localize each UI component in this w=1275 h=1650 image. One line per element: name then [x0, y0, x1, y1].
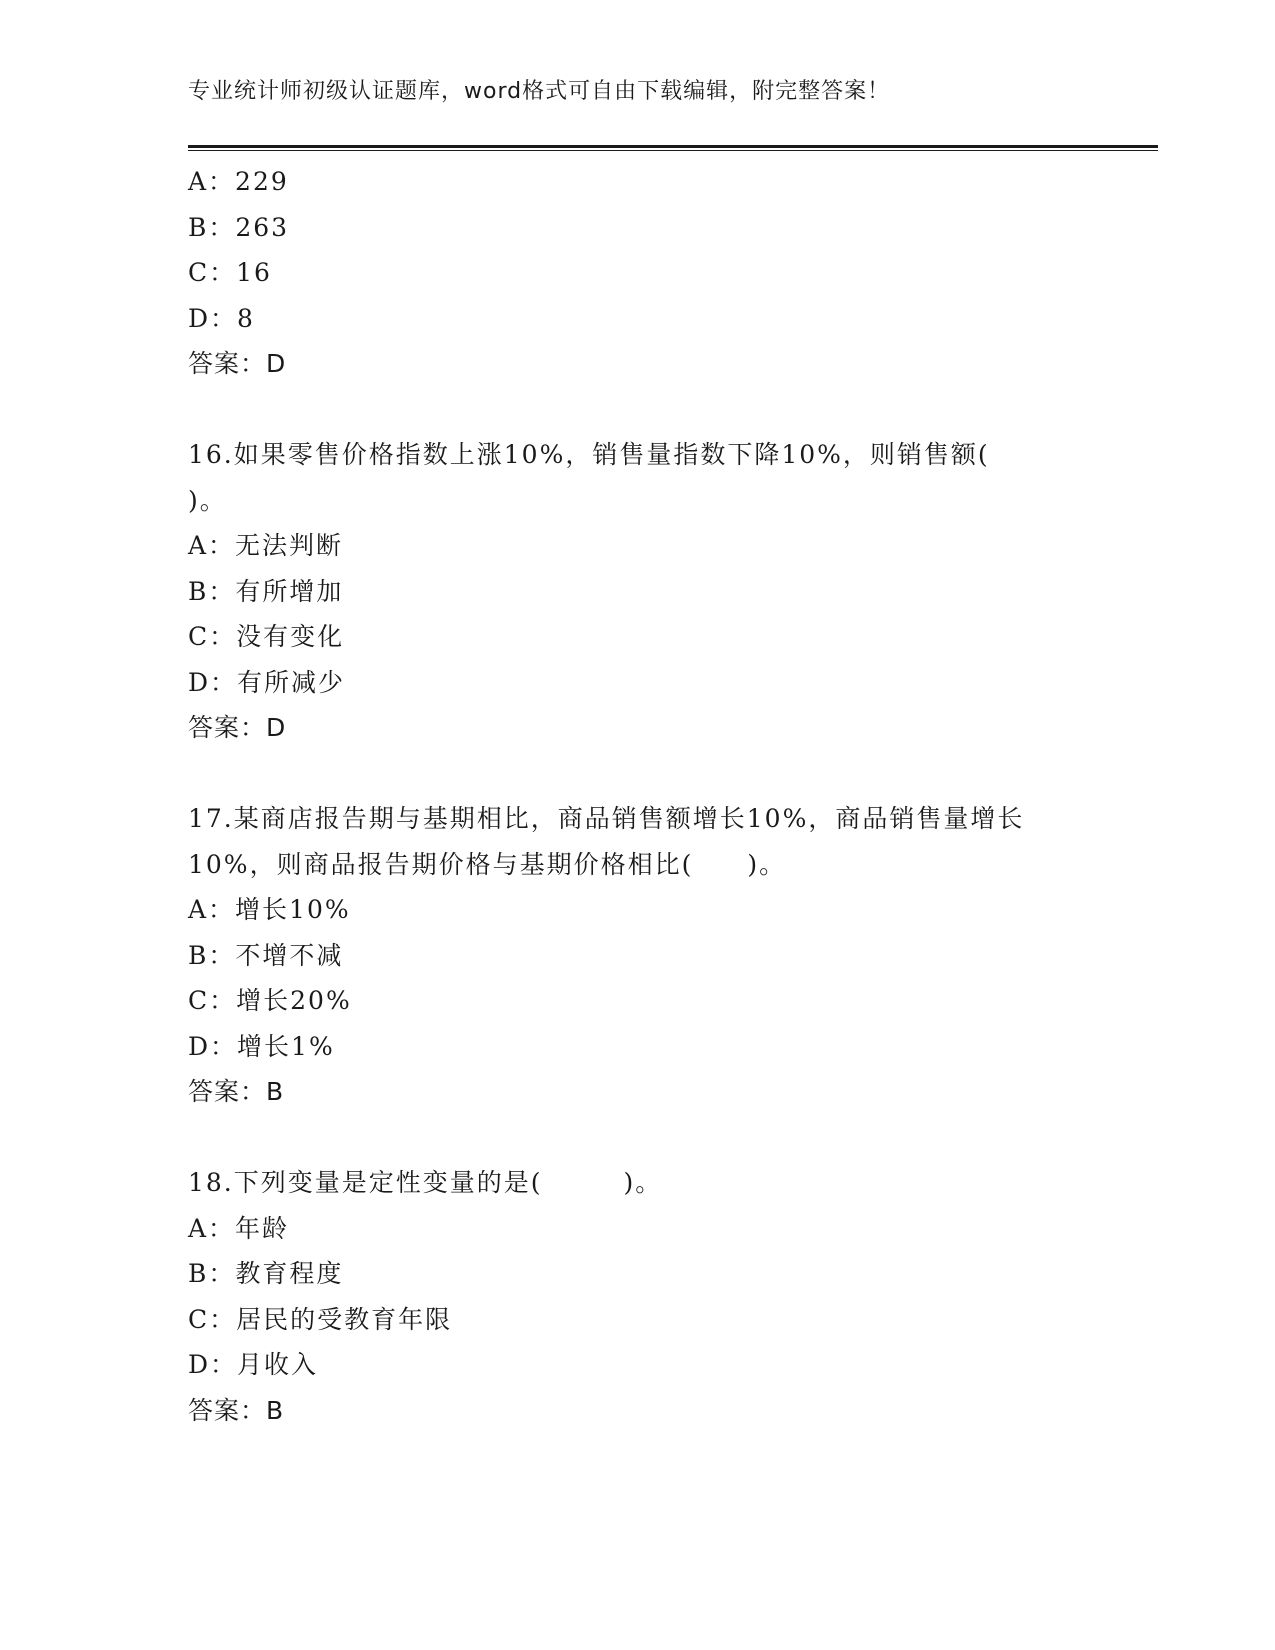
question-stem-cont: 10%，则商品报告期价格与基期价格相比( )。 — [188, 849, 787, 879]
option-c: C：居民的受教育年限 — [188, 1304, 453, 1334]
question-17 — [188, 796, 1088, 1115]
question-stem: 17.某商店报告期与基期相比，商品销售额增长10%，商品销售量增长 — [188, 804, 1025, 833]
question-stem: 18.下列变量是定性变量的是( )。 — [188, 1168, 663, 1197]
answer: 答案：D — [188, 713, 287, 742]
answer: 答案：D — [188, 349, 287, 378]
header-divider-thin — [188, 150, 1158, 151]
option-b: B：有所增加 — [188, 576, 344, 606]
question-15-tail — [188, 159, 1088, 387]
option-a: A：229 — [188, 167, 289, 196]
question-16 — [188, 432, 1088, 751]
option-a: A：年龄 — [188, 1213, 290, 1243]
answer: 答案：B — [188, 1077, 285, 1106]
option-d: D：月收入 — [188, 1350, 319, 1379]
option-d: D：增长1% — [188, 1031, 335, 1061]
question-18 — [188, 1160, 1088, 1433]
option-b: B：不增不减 — [188, 940, 344, 970]
option-a: A：无法判断 — [188, 531, 344, 560]
option-c: C：没有变化 — [188, 622, 345, 651]
question-stem: 16.如果零售价格指数上涨10%，销售量指数下降10%，则销售额( — [188, 440, 990, 469]
option-b: B：教育程度 — [188, 1259, 344, 1288]
option-d: D：8 — [188, 303, 255, 333]
option-b: B：263 — [188, 212, 290, 242]
option-c: C：增长20% — [188, 986, 352, 1015]
question-stem-cont: )。 — [188, 485, 227, 515]
page-header: 专业统计师初级认证题库，word格式可自由下载编辑，附完整答案！ — [188, 79, 891, 104]
option-d: D：有所减少 — [188, 667, 346, 697]
question-list — [188, 159, 1088, 1433]
option-c: C：16 — [188, 258, 272, 287]
header-divider — [188, 145, 1158, 148]
option-a: A：增长10% — [188, 895, 351, 924]
answer: 答案：B — [188, 1395, 285, 1425]
